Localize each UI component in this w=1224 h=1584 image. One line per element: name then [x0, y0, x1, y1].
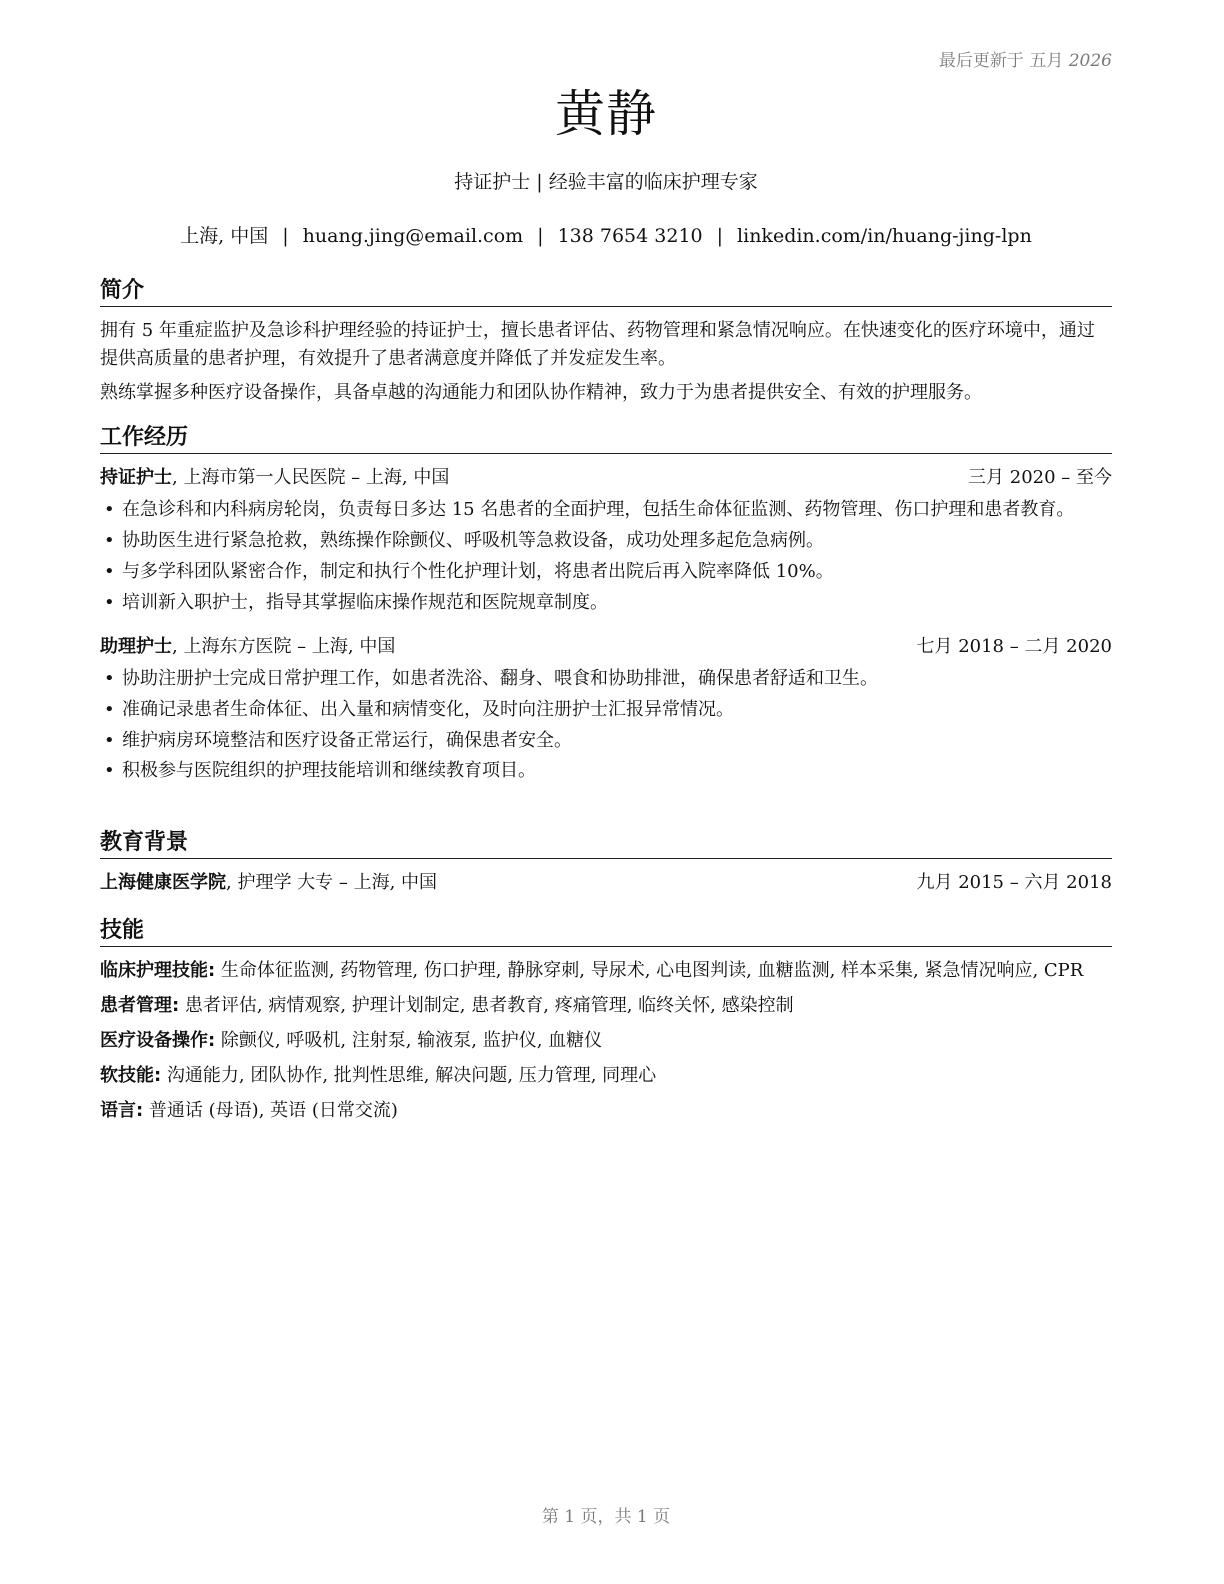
contact-separator: | [537, 225, 544, 247]
summary-paragraph: 拥有 5 年重症监护及急诊科护理经验的持证护士，擅长患者评估、药物管理和紧急情况响应。在快速变化的医疗环境中，通过提供高质量的患者护理，有效提升了患者满意度并降低了并发症发生率。 [100, 320, 1095, 370]
list-item [100, 558, 1112, 586]
contact-linkedin-link[interactable]: linkedin.com/in/huang-jing-lpn [737, 225, 1032, 247]
skill-value: 患者评估, 病情观察, 护理计划制定, 患者教育, 疼痛管理, 临终关怀, 感染控制 [179, 995, 794, 1017]
contact-location: 上海, 中国 [180, 225, 269, 247]
bullet-dot-icon: • [104, 698, 115, 720]
bullet-dot-icon: • [104, 530, 115, 552]
bullet-dot-icon: • [104, 499, 115, 521]
resume-page [100, 0, 1112, 1584]
bullet-dot-icon: • [104, 667, 115, 689]
education-detail: , 护理学 大专 – 上海, 中国 [226, 872, 438, 894]
experience-section [100, 425, 1112, 788]
section-title-experience: 工作经历 [100, 425, 1112, 454]
skill-value: 沟通能力, 团队协作, 批判性思维, 解决问题, 压力管理, 同理心 [161, 1065, 657, 1087]
bullet-text: 培训新入职护士，指导其掌握临床操作规范和医院规章制度。 [122, 591, 608, 613]
bullet-dot-icon: • [104, 760, 115, 782]
skill-value: 生命体征监测, 药物管理, 伤口护理, 静脉穿刺, 导尿术, 心电图判读, 血糖监测, 样本采集, 紧急情况响应, CPR [215, 960, 1084, 982]
job-org: , 上海东方医院 – 上海, 中国 [172, 635, 396, 657]
job-dates: 七月 2018 – 二月 2020 [916, 635, 1112, 657]
skill-label: 软技能: [100, 1065, 162, 1087]
job-title-line [100, 464, 449, 492]
bullet-text: 维护病房环境整洁和医疗设备正常运行，确保患者安全。 [122, 729, 572, 751]
last-updated [939, 46, 1112, 71]
education-dates: 九月 2015 – 六月 2018 [916, 872, 1112, 894]
education-section [100, 830, 1112, 897]
last-updated-label: 最后更新于 五月 [938, 51, 1064, 71]
skill-line [100, 992, 1112, 1020]
job-dates: 三月 2020 – 至今 [968, 467, 1112, 489]
skill-line [100, 957, 1112, 985]
bullet-dot-icon: • [104, 561, 115, 583]
list-item [100, 589, 1112, 617]
contact-phone: 138 7654 3210 [557, 225, 703, 247]
bullet-dot-icon: • [104, 729, 115, 751]
job-entry [100, 464, 1112, 616]
skill-line [100, 1097, 1112, 1125]
list-item [100, 665, 1112, 693]
candidate-name: 黄静 [555, 85, 657, 143]
bullet-text: 协助医生进行紧急抢救，熟练操作除颤仪、呼吸机等急救设备，成功处理多起危急病例。 [122, 530, 824, 552]
summary-paragraph: 熟练掌握多种医疗设备操作，具备卓越的沟通能力和团队协作精神，致力于为患者提供安全、有效的护理服务。 [100, 382, 982, 404]
job-title-line [100, 633, 395, 661]
list-item [100, 496, 1112, 524]
skill-value: 除颤仪, 呼吸机, 注射泵, 输液泵, 监护仪, 血糖仪 [215, 1030, 603, 1052]
bullet-text: 在急诊科和内科病房轮岗，负责每日多达 15 名患者的全面护理，包括生命体征监测、药物管理、伤口护理和患者教育。 [122, 499, 1075, 521]
bullet-text: 协助注册护士完成日常护理工作，如患者洗浴、翻身、喂食和协助排泄，确保患者舒适和卫生。 [122, 667, 878, 689]
list-item [100, 527, 1112, 555]
education-title-line [100, 869, 437, 897]
page-footer: 第 1 页，共 1 页 [541, 1507, 671, 1527]
job-header [100, 633, 1112, 661]
section-title-summary: 简介 [100, 278, 1112, 307]
school-name: 上海健康医学院 [100, 872, 226, 894]
bullet-text: 准确记录患者生命体征、出入量和病情变化，及时向注册护士汇报异常情况。 [122, 698, 734, 720]
last-updated-year: 2026 [1068, 51, 1112, 71]
job-org: , 上海市第一人民医院 – 上海, 中国 [172, 467, 450, 489]
job-role: 持证护士 [100, 467, 172, 489]
job-bullets [100, 496, 1112, 617]
skill-label: 医疗设备操作: [100, 1030, 216, 1052]
section-title-skills: 技能 [100, 918, 1112, 947]
job-header [100, 464, 1112, 492]
contact-separator: | [282, 225, 289, 247]
skill-line [100, 1062, 1112, 1090]
skill-value: 普通话 (母语), 英语 (日常交流) [143, 1099, 398, 1121]
skill-label: 语言: [100, 1099, 144, 1121]
job-role: 助理护士 [100, 635, 172, 657]
bullet-dot-icon: • [104, 591, 115, 613]
list-item [100, 757, 1112, 785]
summary-section [100, 278, 1112, 413]
list-item [100, 727, 1112, 755]
education-entry [100, 869, 1112, 897]
list-item [100, 696, 1112, 724]
contact-separator: | [716, 225, 724, 247]
contact-line [100, 224, 1112, 249]
job-bullets [100, 665, 1112, 786]
skill-line [100, 1027, 1112, 1055]
bullet-text: 与多学科团队紧密合作，制定和执行个性化护理计划，将患者出院后再入院率降低 10%。 [122, 561, 834, 583]
contact-email-link[interactable]: huang.jing@email.com [302, 225, 524, 247]
skills-section [100, 918, 1112, 1132]
skill-label: 患者管理: [100, 995, 180, 1017]
section-title-education: 教育背景 [100, 830, 1112, 859]
job-entry [100, 633, 1112, 785]
bullet-text: 积极参与医院组织的护理技能培训和继续教育项目。 [122, 760, 536, 782]
tagline: 持证护士 | 经验丰富的临床护理专家 [454, 171, 758, 193]
skill-label: 临床护理技能: [100, 960, 216, 982]
